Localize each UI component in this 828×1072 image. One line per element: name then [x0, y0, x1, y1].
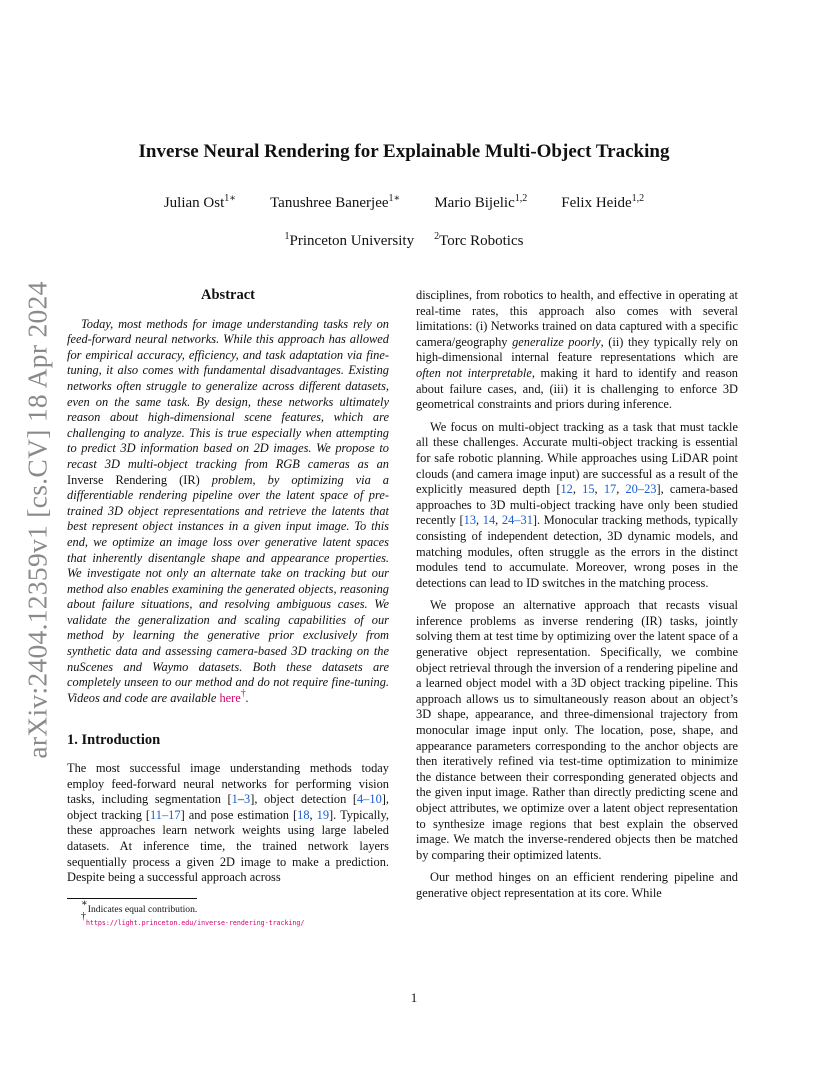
citation-link[interactable]: 3 — [244, 792, 251, 807]
citation-link[interactable]: 20–23 — [625, 482, 657, 497]
page-number: 1 — [410, 990, 418, 1005]
citation-link[interactable]: 1 — [231, 792, 238, 807]
arxiv-id-text: arXiv:2404.12359v1 [cs.CV] 18 Apr 2024 — [22, 281, 53, 759]
footnote-equal-contribution: ∗Indicates equal contribution. — [81, 897, 198, 915]
citation-link[interactable]: 17 — [603, 482, 617, 497]
paper-title: Inverse Neural Rendering for Explainable Multi-Object Tracking — [138, 141, 670, 162]
left-column — [67, 288, 389, 930]
citation-link[interactable]: 4–10 — [356, 792, 382, 807]
author-list — [70, 195, 738, 212]
body-paragraph: We focus on multi-object tracking as a task that must tackle all these challenges. Accurate multi-object tracking is essential for safe robotic planning. While approaches using LiDAR point clouds (and camera image input) are successful as a result of the explicitly measured depth [12, 15, 17, 20–23], camera-based approaches to 3D multi-object tracking have only been studied recently [13, 14, 24–31]. Monocular tracking methods, typically consisting of independent detection, 3D dynamic models, and matching modules, often struggle as the errors in the distinct modules tend to accumulate. Moreover, wrong poses in the detections can lead to ID switches in the matching process. — [416, 419, 739, 590]
author: Mario Bijelic$^{1,2}$ — [434, 193, 528, 211]
author: Julian Ost$^{1∗}$ — [163, 193, 237, 211]
affiliation: $^2$Torc Robotics — [434, 231, 524, 249]
right-column — [416, 288, 738, 909]
author: Tanushree Banerjee$^{1∗}$ — [270, 193, 401, 211]
section-heading-introduction: 1. Introduction — [67, 732, 161, 749]
citation-link[interactable]: 18 — [297, 807, 310, 822]
author: Felix Heide$^{1,2}$ — [561, 193, 645, 211]
body-paragraph: Our method hinges on an efficient rendering pipeline and generative object representation at its core. While — [416, 870, 738, 900]
intro-paragraph: The most successful image understanding methods today employ feed-forward neural networks for performing vision tasks, including segmentation [1–3], object detection [4–10], object tracking [11–17] and pose estimation [18, 19]. Typically, these approaches learn network weights using large labeled datasets. At inference time, the trained network layers sequentially process a given 2D image to make a prediction. Despite being a successful approach across — [67, 761, 389, 885]
citation-link[interactable]: 15 — [582, 482, 595, 497]
body-paragraph: disciplines, from robotics to health, and effective in operating at real-time rates, this approach also comes with several limitations: (i) Networks trained on data captured with a specific camera/geography generalize poorly, (ii) they typically rely on high-dimensional internal feature representations which are often not interpretable, making it hard to identify and reason about failure cases, and, (iii) it is challenging to enforce 3D geometrical constraints and priors during inference. — [416, 288, 738, 412]
citation-link[interactable]: 24–31 — [501, 513, 533, 528]
arxiv-identifier-stamp — [22, 281, 54, 759]
citation-link[interactable]: 13 — [463, 513, 477, 528]
affiliation-list — [70, 233, 738, 250]
project-page-link[interactable]: here — [219, 690, 241, 705]
footnote-url-link[interactable]: https://light.princeton.edu/inverse-rendering-tracking/ — [86, 918, 305, 927]
abstract-text: Today, most methods for image understanding tasks rely on feed-forward neural networks. While this approach has allowed for empirical accuracy, efficiency, and task adaptation via fine-tuning, it also comes with fundamental disadvantages. Existing networks often struggle to generalize across different datasets, even on the same task. By design, these networks ultimately reason about high-dimensional scene features, which are challenging to analyze. This is true especially when attempting to predict 3D information based on 2D images. We propose to recast 3D multi-object tracking from RGB cameras as an Inverse Rendering (IR) problem, by optimizing via a differentiable rendering pipeline over the latent space of pre-trained 3D object representations and retrieve the latents that best represent object instances in a given input image. To this end, we optimize an image loss over generative latent spaces that inherently disentangle shape and appearance properties. We investigate not only an alternate take on tracking but our method also enables examining the generated objects, reasoning about failure situations, and resolving ambiguous cases. We validate the generalization and scaling capabilities of our method by learning the generative prior exclusively from synthetic data and assessing camera-based 3D tracking on the nuScenes and Waymo datasets. Both these datasets are completely unseen to our method and do not require fine-tuning. Videos and code are available here†. — [67, 316, 389, 705]
body-paragraph: We propose an alternative approach that recasts visual inference problems as inverse rendering (IR) tasks, jointly solving them at test time by optimizing over the latent space of a generative object representation. Specifically, we combine object retrieval through the inversion of a rendering pipeline and a learned object model with a 3D object tracking pipeline. This approach allows us to simultaneously reason about an object’s 3D shape, appearance, and three-dimensional trajectory from monocular image input only. The location, pose, shape, and appearance parameters corresponding to the anchor objects are then iteratively refined via test-time optimization to minimize the distance between their corresponding generated objects and the given input image. Rather than directly predicting scene and object attributes, we optimize over a latent object representation to synthesize image regions that best explain the observed image. We match the inverse-rendered objects then be matched by comparing their optimized latents. — [416, 598, 738, 862]
citation-link[interactable]: 14 — [482, 513, 496, 528]
footnote-url: †https://light.princeton.edu/inverse-rendering-tracking/ — [81, 910, 305, 927]
abstract-heading: Abstract — [201, 287, 255, 303]
affiliation: $^1$Princeton University — [284, 231, 415, 249]
citation-link[interactable]: 11–17 — [150, 807, 181, 822]
citation-link[interactable]: 19 — [316, 807, 330, 822]
citation-link[interactable]: 12 — [560, 482, 573, 497]
